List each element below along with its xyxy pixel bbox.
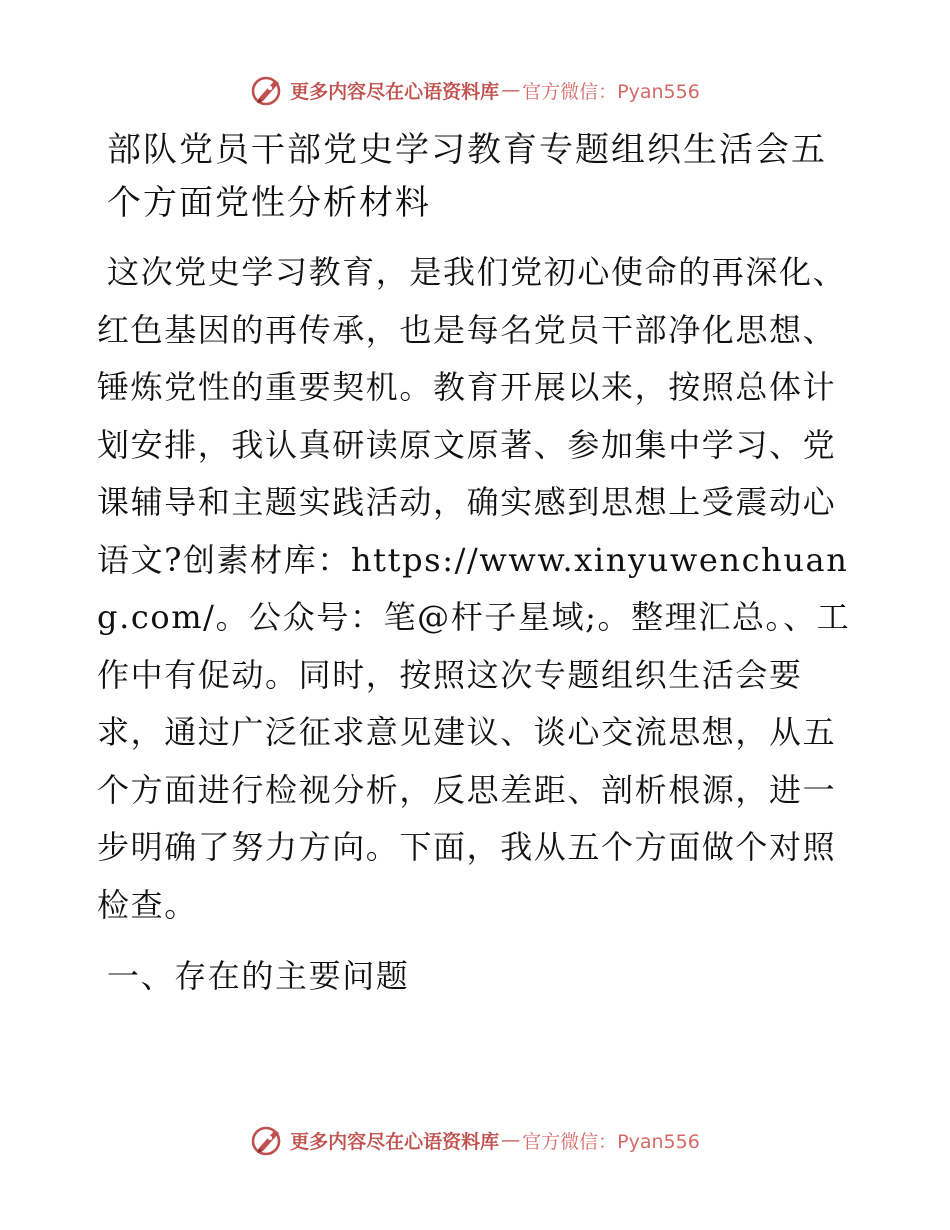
intro-paragraph	[97, 244, 857, 934]
intro-paragraph-text: 这次党史学习教育，是我们党初心使命的再深化、红色基因的再传承，也是每名党员干部净化思想、锤炼党性的重要契机。教育开展以来，按照总体计划安排，我认真研读原文原著、参加集中学习、党课辅导和主题实践活动，确实感到思想上受震动心语文?创素材库：https://www.xinyuwenchuang.com/。公众号：笔@杆子星域;。整理汇总。、工作中有促动。同时，按照这次专题组织生活会要求，通过广泛征求意见建议、谈心交流思想，从五个方面进行检视分析，反思差距、剖析根源，进一步明确了努力方向。下面，我从五个方面做个对照检查。	[97, 253, 851, 924]
document-title: 部队党员干部党史学习教育专题组织生活会五个方面党性分析材料	[107, 130, 827, 223]
banner-wechat-id: 官方微信：Pyan556	[522, 80, 700, 103]
document-body	[97, 124, 857, 1006]
banner-site-name: 更多内容尽在心语资料库	[290, 80, 500, 103]
section-heading: 一、存在的主要问题	[107, 957, 410, 995]
footer-watermark-banner	[0, 1120, 950, 1160]
banner-dash: —	[501, 79, 521, 101]
banner-site-name: 更多内容尽在心语资料库	[290, 1130, 500, 1153]
banner-dash: —	[501, 1129, 521, 1151]
pen-logo-icon	[250, 72, 286, 108]
banner-wechat-id: 官方微信：Pyan556	[522, 1130, 700, 1153]
header-watermark-banner	[0, 70, 950, 110]
pen-logo-icon	[250, 1122, 286, 1158]
